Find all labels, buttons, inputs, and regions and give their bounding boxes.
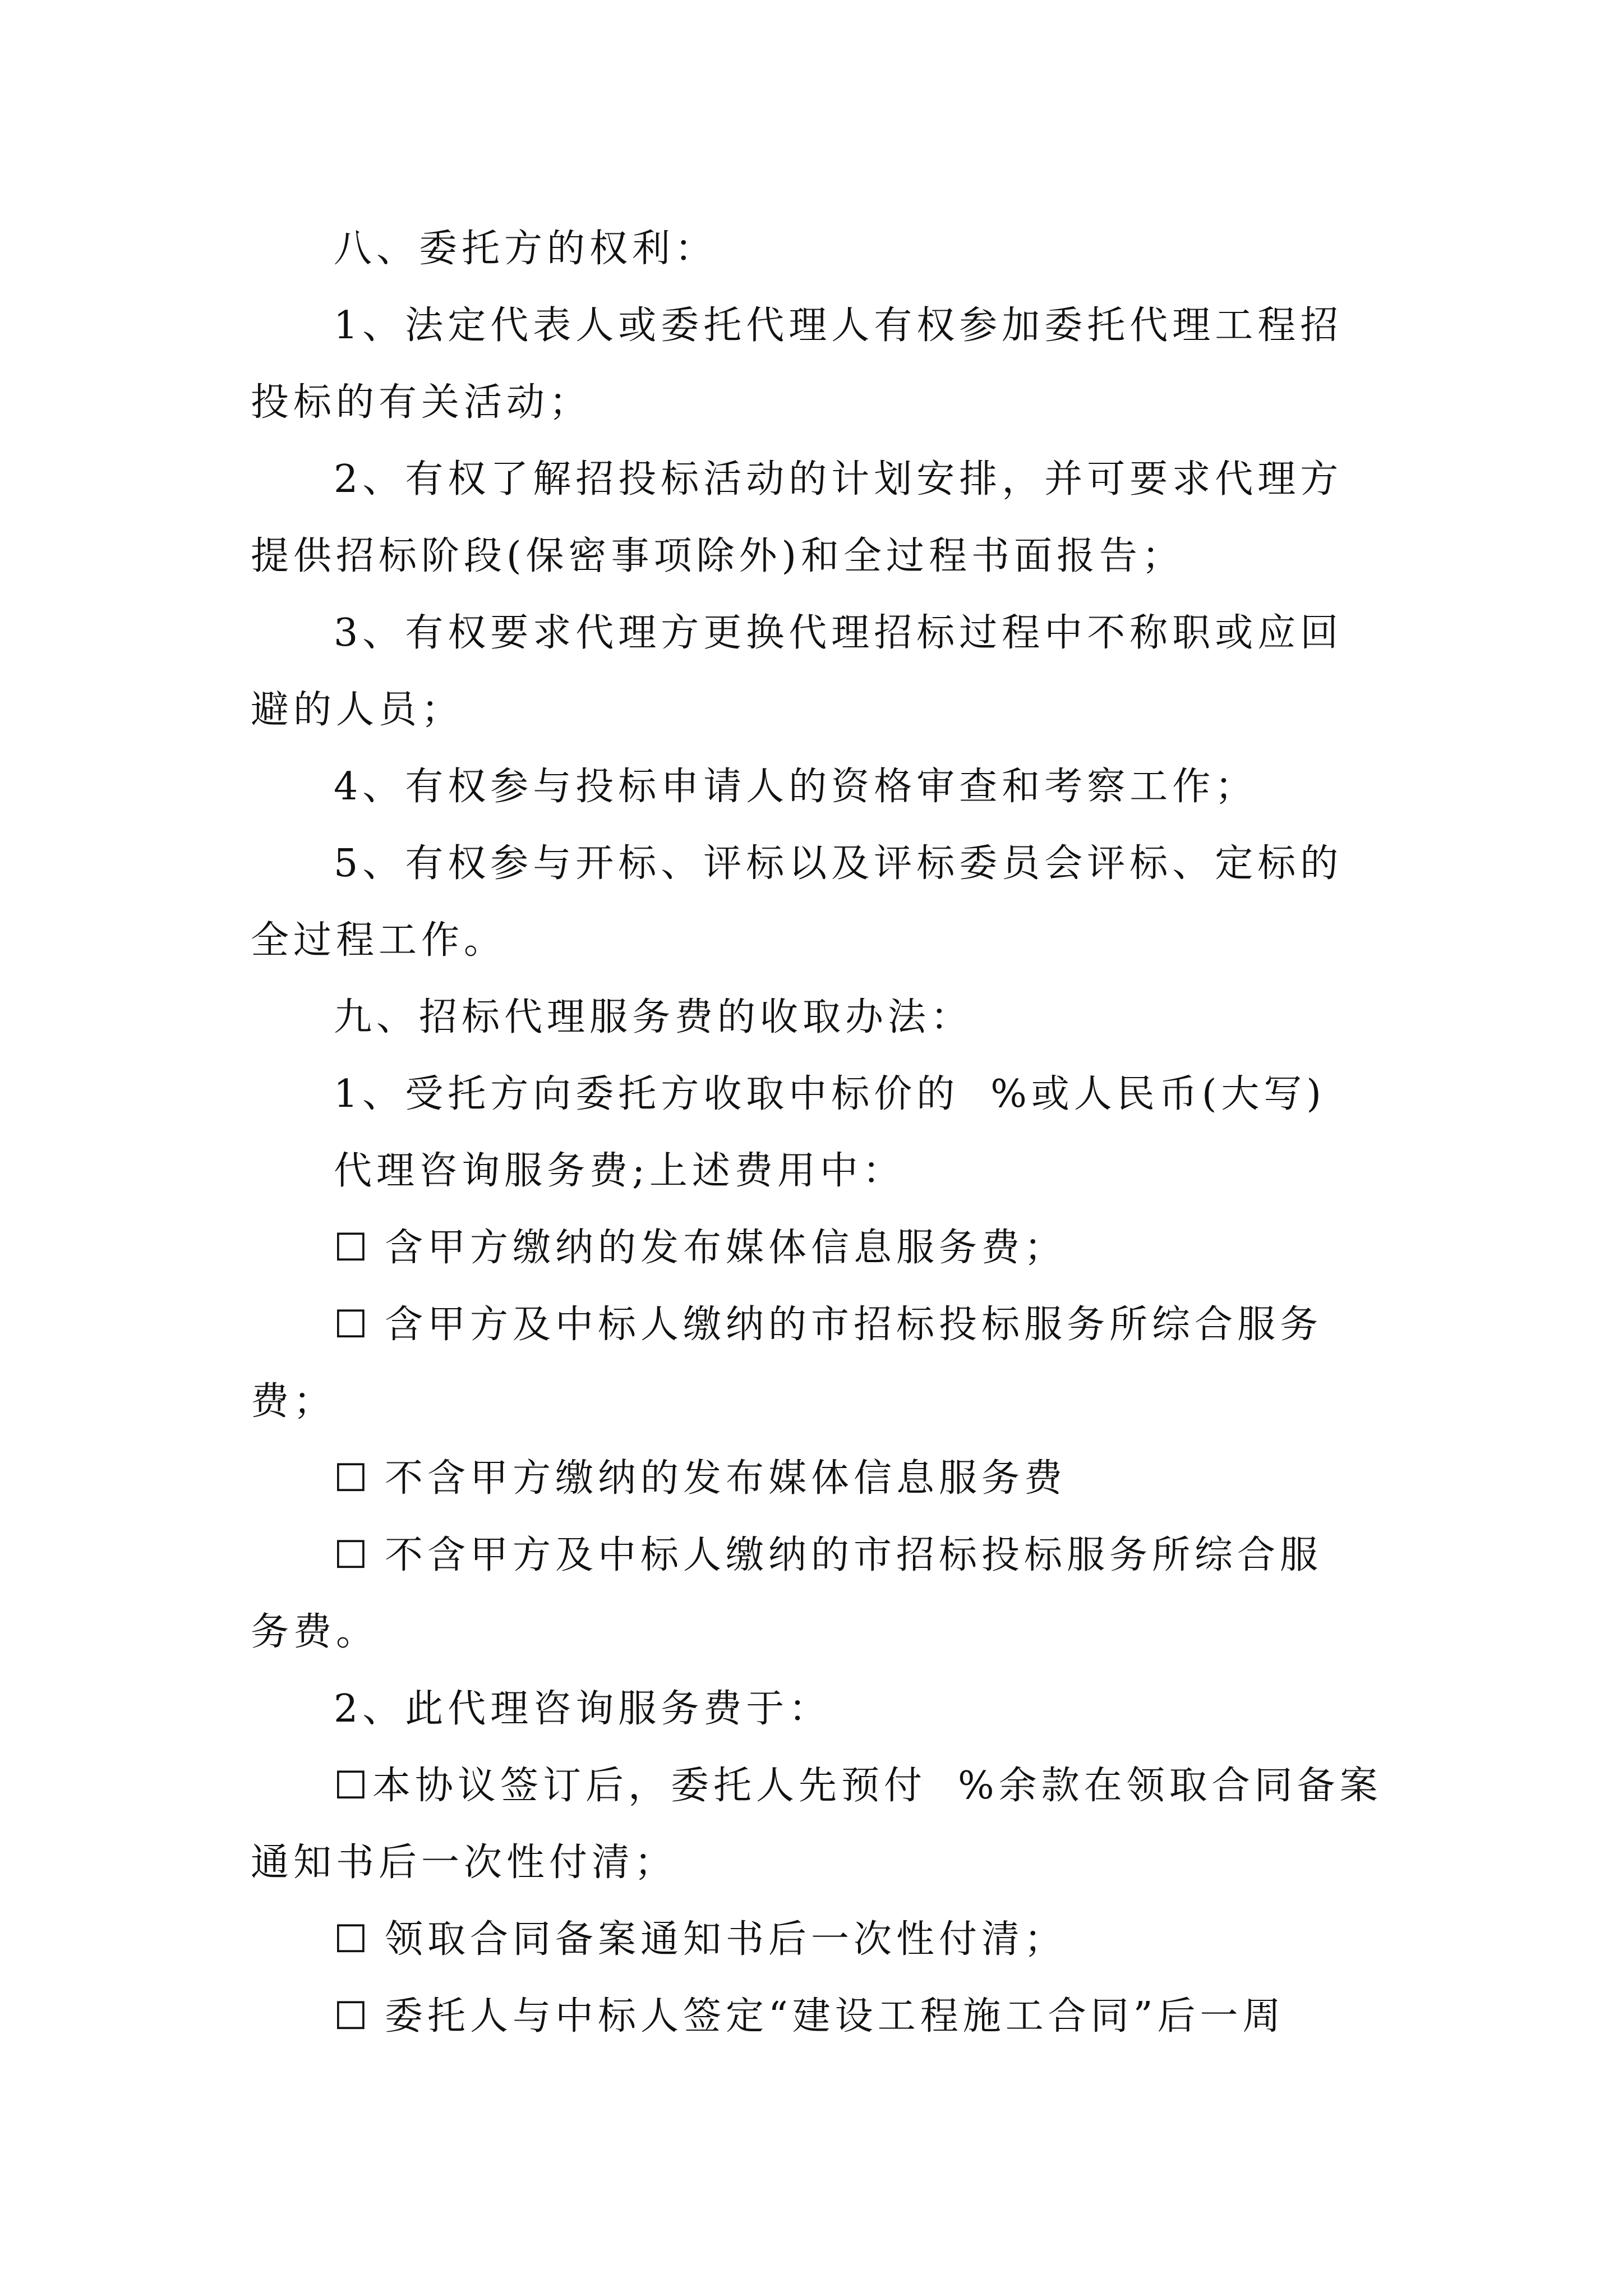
checkbox-icon[interactable]: ☐	[334, 1917, 372, 1962]
checkbox-icon[interactable]: ☐	[334, 1456, 372, 1501]
checkbox-icon[interactable]: ☐	[334, 1764, 372, 1808]
fee-option-1	[251, 1209, 1378, 1286]
payment-option-1	[251, 1747, 1382, 1824]
section-8-heading: 八、委托方的权利：	[334, 227, 718, 271]
document-body	[251, 210, 1382, 2055]
fee-option-2	[251, 1286, 1378, 1363]
s8-item-3: 3、有权要求代理方更换代理招标过程中不称职或应回	[334, 611, 1343, 655]
s8-item-5: 5、有权参与开标、评标以及评标委员会评标、定标的	[334, 841, 1343, 886]
s8-item-5-cont: 全过程工作。	[251, 918, 507, 963]
payment-option-1-text-a: 本协议签订后，委托人先预付	[372, 1764, 926, 1808]
fee-option-2-label: 含甲方及中标人缴纳的市招标投标服务所综合服务	[384, 1303, 1322, 1347]
payment-option-3	[251, 1978, 1378, 2055]
payment-option-2	[251, 1901, 1378, 1978]
s9-item-1-text-b: %或人民币(大写)	[990, 1072, 1326, 1116]
s8-item-1: 1、法定代表人或委托代理人有权参加委托代理工程招	[334, 303, 1343, 348]
s8-item-4: 4、有权参与投标申请人的资格审查和考察工作；	[334, 765, 1258, 809]
payment-option-1-cont: 通知书后一次性付清；	[251, 1841, 677, 1885]
section-9-heading: 九、招标代理服务费的收取办法：	[334, 995, 974, 1039]
s8-item-1-cont: 投标的有关活动；	[251, 380, 592, 425]
s9-item-1	[251, 1056, 1378, 1133]
s9-item-1-text-a: 1、受托方向委托方收取中标价的	[334, 1072, 960, 1116]
payment-option-2-label: 领取合同备案通知书后一次性付清；	[384, 1917, 1067, 1962]
fee-option-3	[251, 1440, 1378, 1517]
s9-item-2: 2、此代理咨询服务费于：	[334, 1687, 832, 1731]
checkbox-icon[interactable]: ☐	[334, 1303, 372, 1347]
s8-item-2-cont: 提供招标阶段(保密事项除外)和全过程书面报告；	[251, 534, 1185, 578]
s8-item-3-cont: 避的人员；	[251, 688, 464, 732]
fee-option-4-cont: 务费。	[251, 1610, 379, 1654]
fee-option-4	[251, 1517, 1378, 1594]
payment-option-3-label: 委托人与中标人签定“建设工程施工合同”后一周	[384, 1994, 1285, 2039]
fee-option-3-label: 不含甲方缴纳的发布媒体信息服务费	[384, 1456, 1067, 1501]
fee-option-1-label: 含甲方缴纳的发布媒体信息服务费；	[384, 1226, 1067, 1270]
checkbox-icon[interactable]: ☐	[334, 1994, 372, 2039]
checkbox-icon[interactable]: ☐	[334, 1533, 372, 1577]
fee-option-4-label: 不含甲方及中标人缴纳的市招标投标服务所综合服	[384, 1533, 1322, 1577]
s9-item-1-cont: 代理咨询服务费;上述费用中：	[334, 1149, 905, 1193]
payment-option-1-text-b: %余款在领取合同备案	[957, 1764, 1382, 1808]
checkbox-icon[interactable]: ☐	[334, 1226, 372, 1270]
fee-option-2-cont: 费；	[251, 1379, 336, 1424]
s8-item-2: 2、有权了解招投标活动的计划安排，并可要求代理方	[334, 457, 1343, 501]
